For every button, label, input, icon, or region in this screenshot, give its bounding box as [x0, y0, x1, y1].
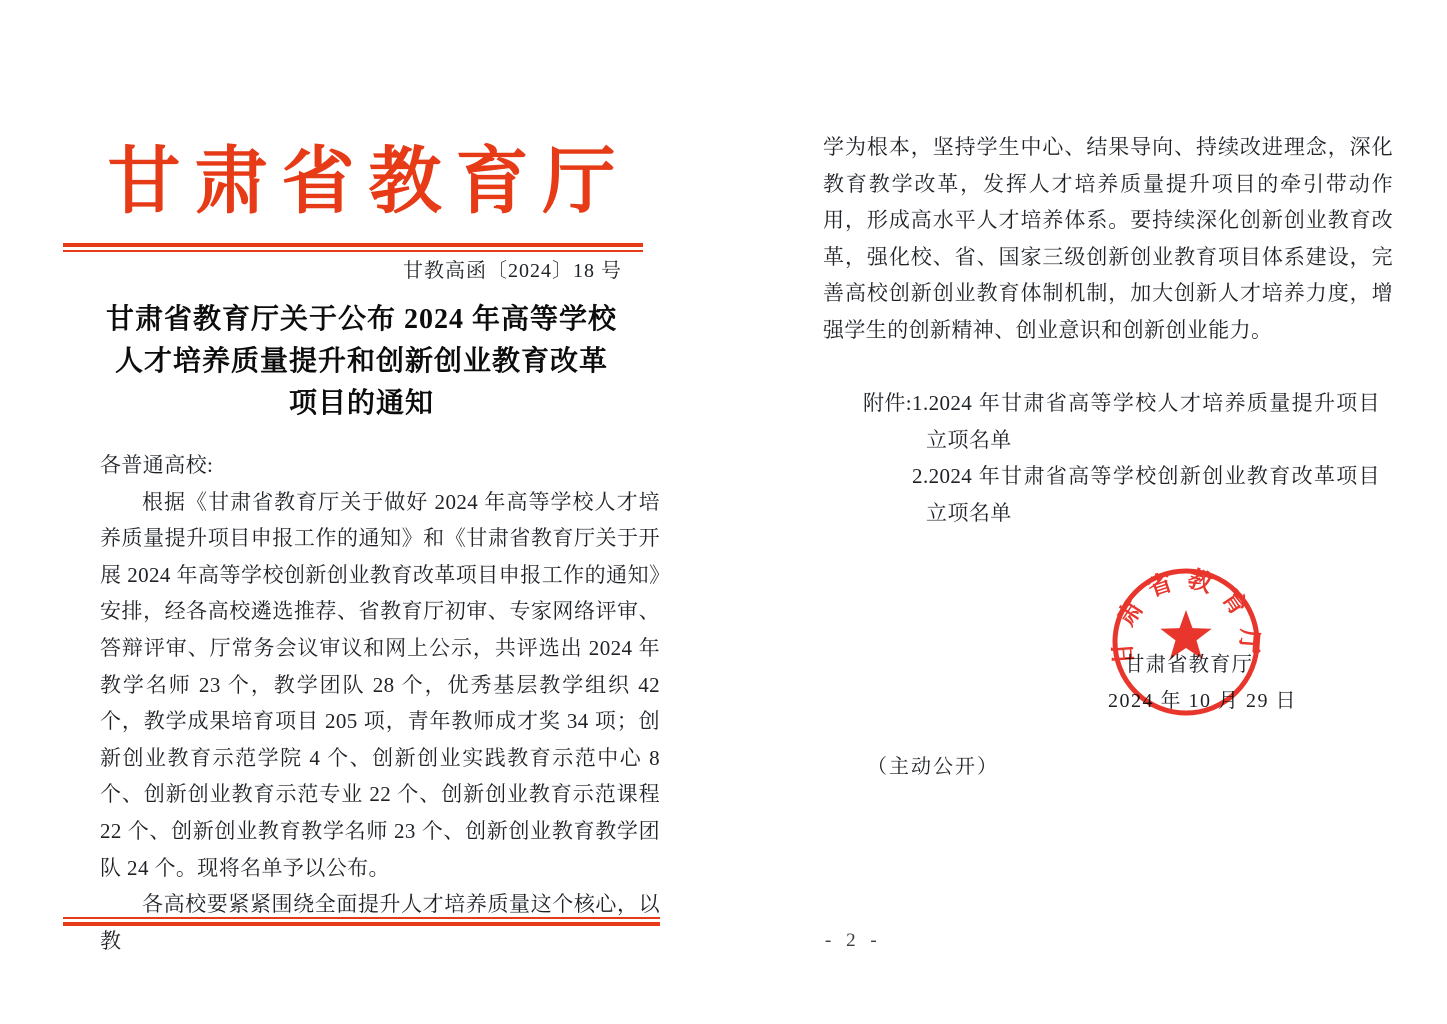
- attachments-label: 附件:: [863, 391, 913, 415]
- notice-title-line-3: 项目的通知: [288, 388, 434, 419]
- page-number: - 2 -: [825, 930, 882, 951]
- star-icon: [1160, 610, 1211, 659]
- divider-thick-line: [63, 922, 660, 926]
- sign-date: 2024 年 10 月 29 日: [1108, 690, 1297, 712]
- body-paragraph: 根据《甘肃省教育厅关于做好 2024 年高等学校人才培养质量提升项目申报工作的通知》和《甘肃省教育厅关于开展 2024 年高等学校创新创业教育改革项目申报工作的通知》安排，经各高校遴选推荐、省教育厅初审、专家网络评审、答辩评审、厅常务会议审议和网上公示，共评选出 2024 年教学名师 23 个，教学团队 28 个，优秀基层教学组织 42 个，教学成果培育项目 205 项，青年教师成才奖 34 项；创新创业教育示范学院 4 个、创新创业实践教育示范中心 8 个、创新创业教育示范专业 22 个、创新创业教育示范课程 22 个、创新创业教育教学名师 23 个、创新创业教育教学团队 24 个。现将名单予以公布。: [100, 489, 660, 880]
- attachment-item: 2.2024 年甘肃省高等学校创新创业教育改革项目立项名单: [912, 464, 1381, 525]
- divider-thin-line: [63, 917, 660, 919]
- attachments-block: [863, 385, 1380, 531]
- divider-thick-line: [63, 243, 643, 247]
- body-paragraph-continued: 学为根本，坚持学生中心、结果导向、持续改进理念，深化教育教学改革，发挥人才培养质量提升项目的牵引带动作用，形成高水平人才培养体系。要持续深化创新创业教育改革，强化校、省、国家三级创新创业教育项目体系建设，完善高校创新创业教育体制机制，加大创新人才培养力度，增强学生的创新精神、创业意识和创新创业能力。: [823, 135, 1393, 342]
- notice-title-line-2: 人才培养质量提升和创新创业教育改革: [114, 346, 608, 377]
- right-page: [823, 0, 1393, 1024]
- signer-name: 甘肃省教育厅: [1124, 654, 1253, 676]
- footer-divider: [63, 917, 660, 926]
- notice-title: [63, 299, 660, 425]
- official-seal: [1109, 565, 1263, 719]
- notice-title-line-1: 甘肃省教育厅关于公布 2024 年高等学校: [105, 304, 617, 335]
- body-paragraph: 各高校要紧紧围绕全面提升人才培养质量这个核心，以教: [100, 892, 660, 953]
- salutation: 各普通高校:: [100, 453, 214, 477]
- doc-number: 甘教高函〔2024〕18 号: [403, 260, 622, 282]
- disclosure-note: （主动公开）: [867, 756, 999, 778]
- divider-thin-line: [63, 250, 643, 252]
- left-page: [63, 0, 660, 1024]
- right-page-body: [823, 129, 1393, 349]
- left-page-body: [100, 447, 660, 959]
- agency-masthead: 甘肃省教育厅: [107, 141, 630, 222]
- seal-arc-text: 甘肃省教育厅: [1109, 566, 1263, 667]
- attachments-list: [912, 385, 1380, 531]
- masthead-divider: [63, 243, 643, 252]
- attachment-item: 1.2024 年甘肃省高等学校人才培养质量提升项目立项名单: [912, 391, 1381, 452]
